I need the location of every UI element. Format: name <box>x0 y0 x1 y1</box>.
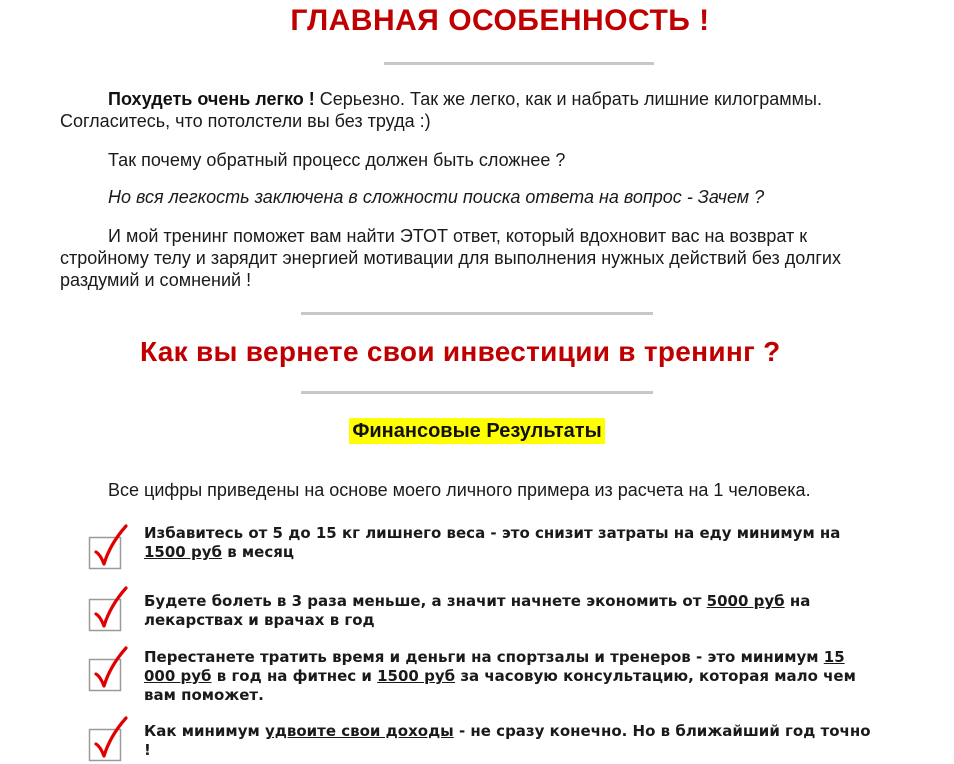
paragraph-3 <box>60 186 900 208</box>
section-title-main-feature: ГЛАВНАЯ ОСОБЕННОСТЬ ! <box>290 4 710 37</box>
paragraph-1-text: Серьезно. Так же легко, как и набрать лишние килограммы. Согласитесь, что потолстели вы без труда :) <box>60 89 822 131</box>
subtitle-wrap <box>0 418 954 444</box>
list-item-text: Перестанете тратить время и деньги на спортзалы и тренеров - это минимум 15 000 руб в год на фитнес и 1500 руб за часовую консультацию, которая мало чем вам поможет. <box>144 648 856 704</box>
paragraph-4 <box>60 225 890 291</box>
red-checkmark-icon <box>88 716 130 762</box>
paragraph-2 <box>60 149 900 171</box>
list-item-text: Избавитесь от 5 до 15 кг лишнего веса - это снизит затраты на еду минимум на 1500 руб в месяц <box>144 524 841 561</box>
intro-text: Все цифры приведены на основе моего личного примера из расчета на 1 человека. <box>108 480 811 500</box>
red-checkmark-icon <box>88 586 130 632</box>
paragraph-1-bold: Похудеть очень легко ! <box>108 89 315 109</box>
divider <box>301 391 653 394</box>
paragraph-4-text: И мой тренинг поможет вам найти ЭТОТ ответ, который вдохновит вас на возврат к стройному телу и зарядит энергией мотивации для выполнения нужных действий без долгих раздумий и сомнений ! <box>60 226 841 290</box>
red-checkmark-icon <box>88 524 130 570</box>
paragraph-1 <box>60 88 900 132</box>
red-checkmark-icon <box>88 646 130 692</box>
list-item-text: Как минимум удвоите свои доходы - не сразу конечно. Но в ближайший год точно ! <box>144 722 871 759</box>
paragraph-2-text: Так почему обратный процесс должен быть сложнее ? <box>108 150 566 170</box>
divider <box>384 62 654 65</box>
paragraph-3-text: Но вся легкость заключена в сложности поиска ответа на вопрос - Зачем ? <box>108 187 765 207</box>
list-item-text: Будете болеть в 3 раза меньше, а значит начнете экономить от 5000 руб на лекарствах и врачах в год <box>144 592 811 629</box>
subtitle-financial-results: Финансовые Результаты <box>349 418 604 444</box>
section-title-investments: Как вы вернете свои инвестиции в тренинг ? <box>140 336 781 367</box>
divider <box>301 312 653 315</box>
